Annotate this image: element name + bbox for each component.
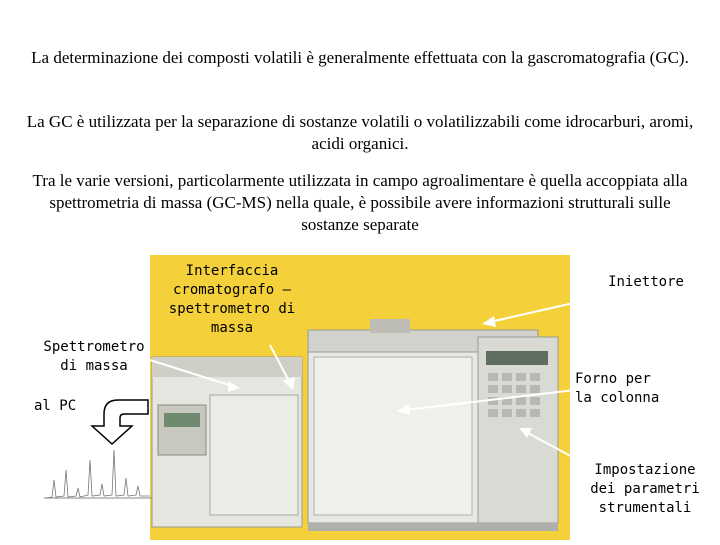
to-pc-label: al PC	[34, 398, 77, 414]
injector-label: Iniettore	[608, 274, 684, 290]
gc-ms-paragraph: Tra le varie versioni, particolarmente utilizzata in campo agroalimentare è quella accoppiata alla spettrometria di massa (GC-MS) nella quale, è possibile avere informazioni strutturali sulle sostanze separate	[32, 171, 688, 234]
oven-arrow	[405, 390, 575, 410]
oven-label: Forno per la colonna	[575, 371, 660, 406]
intro-paragraph: La determinazione dei composti volatili è generalmente effettuata con la gascromatografia (GC).	[31, 48, 689, 67]
mass-spectrometer-arrowhead	[228, 381, 240, 392]
interface-label: Interfaccia cromatografo – spettrometro di massa	[168, 263, 296, 336]
mass-spectrometer-label: Spettrometro di massa	[43, 339, 145, 374]
interface-arrowhead	[283, 377, 295, 390]
injector-arrow	[490, 302, 578, 322]
curved-arrow-down-left-icon	[92, 400, 148, 444]
mass-spectrometer-arrow	[150, 360, 232, 386]
gc-usage-paragraph: La GC è utilizzata per la separazione di sostanze volatili o volatilizzabili come idrocarburi, aromi, acidi organici.	[26, 112, 694, 153]
injector-arrowhead	[482, 316, 496, 327]
parameters-arrow	[526, 432, 578, 460]
parameters-label: Impostazione dei parametri strumentali	[590, 462, 700, 516]
parameters-arrowhead	[519, 428, 532, 438]
interface-arrow	[270, 345, 290, 383]
oven-arrowhead	[397, 404, 410, 415]
